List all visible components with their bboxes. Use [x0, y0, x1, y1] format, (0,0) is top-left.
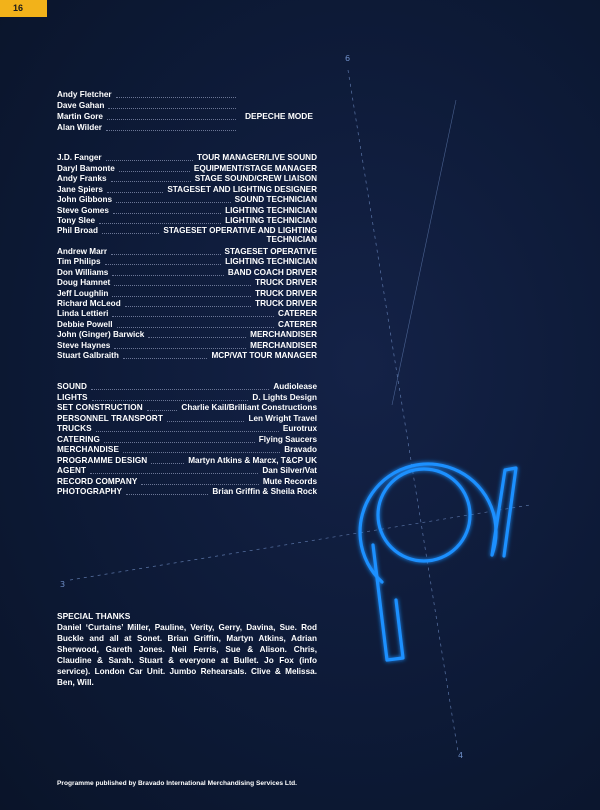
- band-member-row: Dave Gahan: [57, 100, 240, 111]
- band-name-label: DEPECHE MODE: [245, 111, 313, 121]
- service-row: PERSONNEL TRANSPORT Len Wright Travel: [57, 414, 317, 423]
- service-row: MERCHANDISE Bravado: [57, 445, 317, 454]
- crew-row: Steve Haynes MERCHANDISER: [57, 341, 317, 350]
- crew-role-continuation: TECHNICIAN: [266, 235, 317, 244]
- crew-row: Andy Franks STAGE SOUND/CREW LIAISON: [57, 174, 317, 183]
- page-number-tab: 16: [0, 0, 47, 17]
- crew-row: Phil Broad STAGESET OPERATIVE AND LIGHTING: [57, 226, 317, 235]
- neon-outer-arc: [360, 464, 496, 582]
- guide-line-diagonal: [392, 100, 456, 405]
- service-row: TRUCKS Eurotrux: [57, 424, 317, 433]
- crew-row: Steve Gomes LIGHTING TECHNICIAN: [57, 206, 317, 215]
- crew-row: Don Williams BAND COACH DRIVER: [57, 268, 317, 277]
- service-row: CATERING Flying Saucers: [57, 435, 317, 444]
- special-thanks-title: SPECIAL THANKS: [57, 611, 131, 621]
- crew-row: Linda Lettieri CATERER: [57, 309, 317, 318]
- label-bottom-4: 4: [458, 751, 464, 760]
- service-row: SOUND Audiolease: [57, 382, 317, 391]
- crew-row: Tony Slee LIGHTING TECHNICIAN: [57, 216, 317, 225]
- publisher-footer: Programme published by Bravado International Merchandising Services Ltd.: [57, 780, 297, 787]
- service-row: AGENT Dan Silver/Vat: [57, 466, 317, 475]
- crew-row: Jeff Loughlin TRUCK DRIVER: [57, 289, 317, 298]
- special-thanks-text: Daniel ‘Curtains’ Miller, Pauline, Verity, Gerry, Davina, Sue. Rod Buckle and all at Sonet. Brian Griffin, Martyn Atkins, Adrian Sherwood, Gareth Jones. Neil Ferris, Sue & Alison. Chris, Claudine & Sarah. Stuart & everyone at Bullet. Jo Fox (info service). London Car Unit. Jumbo Rehearsals. Clive & Melissa. Ben, Will.: [57, 623, 317, 687]
- service-row: SET CONSTRUCTION Charlie Kail/Brilliant Constructions: [57, 403, 317, 412]
- band-member-row: Andy Fletcher: [57, 89, 240, 100]
- crew-row: Tim Philips LIGHTING TECHNICIAN: [57, 257, 317, 266]
- crew-row: John (Ginger) Barwick MERCHANDISER: [57, 330, 317, 339]
- service-row: RECORD COMPANY Mute Records: [57, 477, 317, 486]
- crew-row: Debbie Powell CATERER: [57, 320, 317, 329]
- crew-row: John Gibbons SOUND TECHNICIAN: [57, 195, 317, 204]
- crew-row: Jane Spiers STAGESET AND LIGHTING DESIGNER: [57, 185, 317, 194]
- service-row: PROGRAMME DESIGN Martyn Atkins & Marcx, T&CP UK: [57, 456, 317, 465]
- crew-row: Daryl Bamonte EQUIPMENT/STAGE MANAGER: [57, 164, 317, 173]
- label-top-6: 6: [345, 54, 351, 63]
- neon-stem: [373, 545, 403, 660]
- label-left-3: 3: [60, 580, 66, 589]
- crew-row: J.D. Fanger TOUR MANAGER/LIVE SOUND: [57, 153, 317, 162]
- crew-row: Richard McLeod TRUCK DRIVER: [57, 299, 317, 308]
- band-member-row: Martin Gore: [57, 111, 240, 122]
- band-member-row: Alan Wilder: [57, 122, 240, 133]
- crew-row: Doug Hamnet TRUCK DRIVER: [57, 278, 317, 287]
- service-row: PHOTOGRAPHY Brian Griffin & Sheila Rock: [57, 487, 317, 496]
- crew-row: Andrew Marr STAGESET OPERATIVE: [57, 247, 317, 256]
- service-row: LIGHTS D. Lights Design: [57, 393, 317, 402]
- neon-inner-circle: [378, 469, 470, 561]
- crew-row: Stuart Galbraith MCP/VAT TOUR MANAGER: [57, 351, 317, 360]
